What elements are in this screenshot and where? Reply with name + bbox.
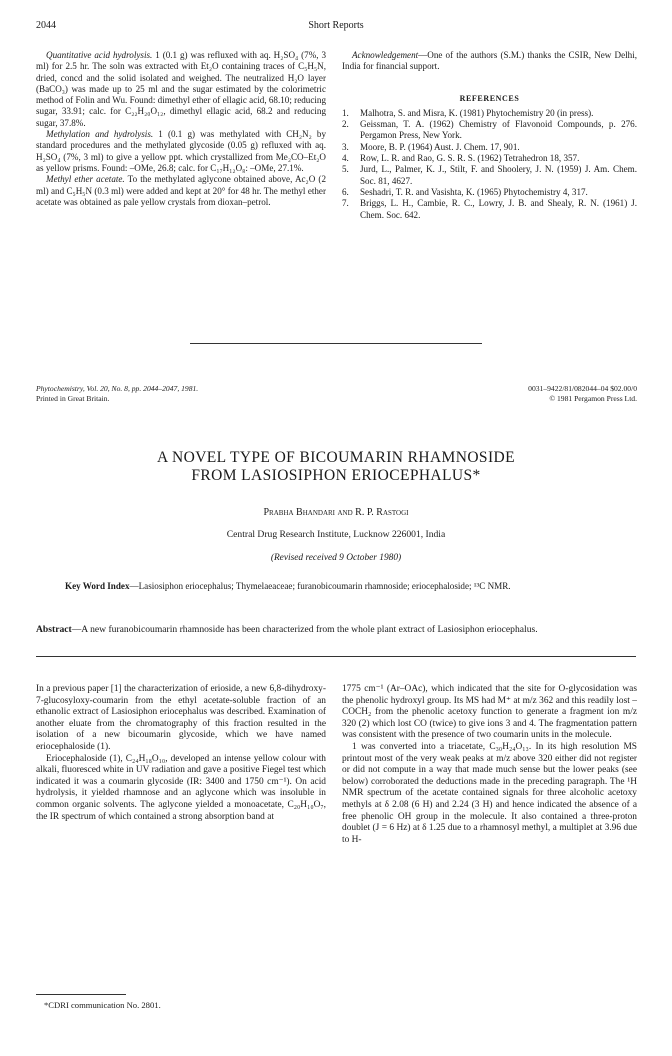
article-title	[36, 449, 636, 485]
eriocephaloside-paragraph: Eriocephaloside (1), C₂₄H₁₈O₁₀, developed an intense yellow colour with alkali, fluoresced white in UV radiation and gave a positive Fiegel test which indicated it was a coumarin glycoside (IR: 3400 and 1750 cm⁻¹). On acid hydrolysis, it yielded rhamnose and an aglycone which was insoluble in common organic solvents. The aglycone yielded a monoacetate, C₂₀H₁₀O₇, the IR spectrum of which contained a strong absorption band at	[36, 753, 326, 822]
copyright-line: © 1981 Pergamon Press Ltd.	[549, 393, 637, 403]
acknowledgement	[342, 50, 637, 73]
reference-item	[342, 108, 637, 119]
footnote-rule	[36, 994, 126, 995]
triacetate-paragraph: 1 was converted into a triacetate, C₃₀H₂₄O₁₃. In its high resolution MS printout most of the very weak peaks at m/z above 320 either did not register or did not compute in a way that made much sense but the lower peaks (see below) corroborated the deductions made in the preceding paragraph. The ¹H NMR spectrum of the acetate contained signals for three alcoholic acetoxy methyls at δ 2.08 (6 H) and 2.24 (3 H) and hence indicated the absence of a free phenolic OH group in the molecule. It also contained a three-proton doublet (J = 6 Hz) at δ 1.25 due to a rhamnosyl methyl, a multiplet at 3.96 due to H-	[342, 741, 637, 845]
prev-article-experimental	[36, 50, 326, 208]
reference-text: Seshadri, T. R. and Vasishta, K. (1965) Phytochemistry 4, 317.	[360, 186, 588, 197]
keyword-label: Key Word Index	[65, 581, 130, 591]
body-column-right	[342, 684, 637, 846]
abstract-label: Abstract	[36, 624, 72, 635]
prev-article-backmatter	[342, 50, 637, 221]
acknowledgement-label: Acknowledgement	[352, 50, 419, 60]
text-acid-hydrolysis: 1 (0.1 g) was refluxed with aq. H₂SO₄ (7%, 3 ml) for 2.5 hr. The soln was extracted with Et₂O containing traces of C₅H₅N, dried, concd and the solid isolated and weighed. The neutralized H₂O layer (BaCO₃) was made up to 25 ml and the sugar estimated by the colorimetric method of Folin and Wu. Found: dimethyl ether of ellagic acid, 68.10; reducing sugar, 33.91; calc. for C₂₂H₂₀O₁₂, dimethyl ellagic acid, 68.2 and reducing sugar, 37.8%.	[36, 50, 327, 128]
ms-paragraph: 1775 cm⁻¹ (Ar–OAc), which indicated that the site for O-glycosidation was the phenolic hydroxyl group. Its MS had M⁺ at m/z 362 and this readily lost –COCH₂ from the phenolic acetoxy function to generate a fragment ion m/z 320 (2) which lost CO (twice) to give ions 3 and 4. The fragmentation pattern was consistent with the presence of two coumarin units in the molecule.	[342, 684, 637, 741]
acknowledgement-text: —One of the authors (S.M.) thanks the CSIR, New Delhi, India for financial support.	[342, 50, 637, 72]
reference-item	[342, 164, 637, 187]
keyword-index	[65, 581, 610, 592]
page-number: 2044	[36, 20, 56, 31]
reference-item	[342, 119, 637, 142]
printed-line: Printed in Great Britain.	[36, 393, 110, 403]
issn-code: 0031–9422/81/082044–04 $02.00/0	[528, 384, 637, 393]
article-separator	[190, 343, 482, 344]
journal-citation	[36, 384, 336, 403]
references-heading: REFERENCES	[459, 93, 520, 103]
paragraph-methyl-ether-acetate	[36, 174, 326, 208]
reference-text: Row, L. R. and Rao, G. S. R. S. (1962) Tetrahedron 18, 357.	[360, 153, 580, 164]
reference-item	[342, 198, 637, 221]
reference-item	[342, 187, 637, 198]
lead-methyl-ether-acetate: Methyl ether acetate.	[46, 174, 125, 185]
section-title: Short Reports	[308, 20, 364, 31]
reference-text: Geissman, T. A. (1962) Chemistry of Flavonoid Compounds, p. 276. Pergamon Press, New York.	[360, 119, 637, 141]
footnote: *CDRI communication No. 2801.	[44, 1000, 161, 1010]
abstract-text: —A new furanobicoumarin rhamnoside has been characterized from the whole plant extract of Lasiosiphon eriocephalus.	[71, 624, 538, 635]
reference-number: 3.	[342, 141, 349, 152]
reference-number: 5.	[342, 164, 349, 175]
authors: Prabha Bhandari and R. P. Rastogi	[263, 507, 409, 518]
reference-text: Malhotra, S. and Misra, K. (1981) Phytochemistry 20 (in press).	[360, 107, 594, 118]
title-line-2: FROM LASIOSIPHON ERIOCEPHALUS*	[191, 467, 481, 484]
body-column-left	[36, 684, 326, 823]
paragraph-methylation	[36, 129, 326, 174]
reference-text: Moore, B. P. (1964) Aust. J. Chem. 17, 901.	[360, 141, 520, 152]
copyright-block	[336, 384, 637, 403]
reference-item	[342, 153, 637, 164]
journal-line: Phytochemistry, Vol. 20, No. 8, pp. 2044–2047, 1981.	[36, 384, 199, 393]
abstract-rule	[36, 656, 636, 657]
keyword-text: —Lasiosiphon eriocephalus; Thymelaeaceae; furanobicoumarin rhamnoside; eriocephaloside; ¹³C NMR.	[129, 581, 511, 591]
intro-paragraph: In a previous paper [1] the characterization of erioside, a new 6,8-dihydroxy-7-glucosyloxy-coumarin from the ethyl acetate-soluble fraction of an ethanolic extract of Lasiosiphon eriocephalus was described. Examination of another eluate from the chromatography of this fraction resulted in the isolation of a new bicoumarin glycoside, which we have named eriocephaloside (1).	[36, 684, 326, 752]
title-line-1: A NOVEL TYPE OF BICOUMARIN RHAMNOSIDE	[157, 449, 515, 466]
reference-list	[342, 108, 637, 221]
reference-text: Briggs, L. H., Cambie, R. C., Lowry, J. B. and Shealy, R. N. (1961) J. Chem. Soc. 642.	[360, 198, 637, 220]
lead-acid-hydrolysis: Quantitative acid hydrolysis.	[46, 50, 153, 60]
affiliation: Central Drug Research Institute, Lucknow 226001, India	[226, 529, 446, 540]
reference-number: 7.	[342, 198, 349, 209]
lead-methylation: Methylation and hydrolysis.	[46, 129, 154, 140]
reference-number: 4.	[342, 153, 349, 164]
text-methylation: 1 (0.1 g) was methylated with CH₂N₂ by standard procedures and the methylated glycoside (0.05 g) refluxed with aq. H₂SO₄ (7%, 3 ml) to give a yellow ppt. which crystallized from Me₂CO–Et₂O as yellow prisms. Found: –OMe, 26.8; calc. for C₁₇H₁₂O₈: –OMe, 27.1%.	[36, 129, 326, 173]
abstract	[36, 624, 636, 636]
reference-text: Jurd, L., Palmer, K. J., Stilt, F. and Shoolery, J. N. (1959) J. Am. Chem. Soc. 81, 4627.	[360, 164, 637, 186]
reference-number: 1.	[342, 107, 349, 118]
paragraph-acid-hydrolysis	[36, 50, 326, 129]
received-date: (Revised received 9 October 1980)	[270, 553, 402, 563]
text-methyl-ether-acetate: To the methylated aglycone obtained above, Ac₂O (2 ml) and C₅H₅N (0.3 ml) were added and kept at 20° for 48 hr. The methyl ether acetate was obtained as pale yellow crystals from dioxan–petrol.	[36, 174, 326, 207]
reference-number: 2.	[342, 119, 349, 130]
reference-item	[342, 142, 637, 153]
reference-number: 6.	[342, 186, 349, 197]
